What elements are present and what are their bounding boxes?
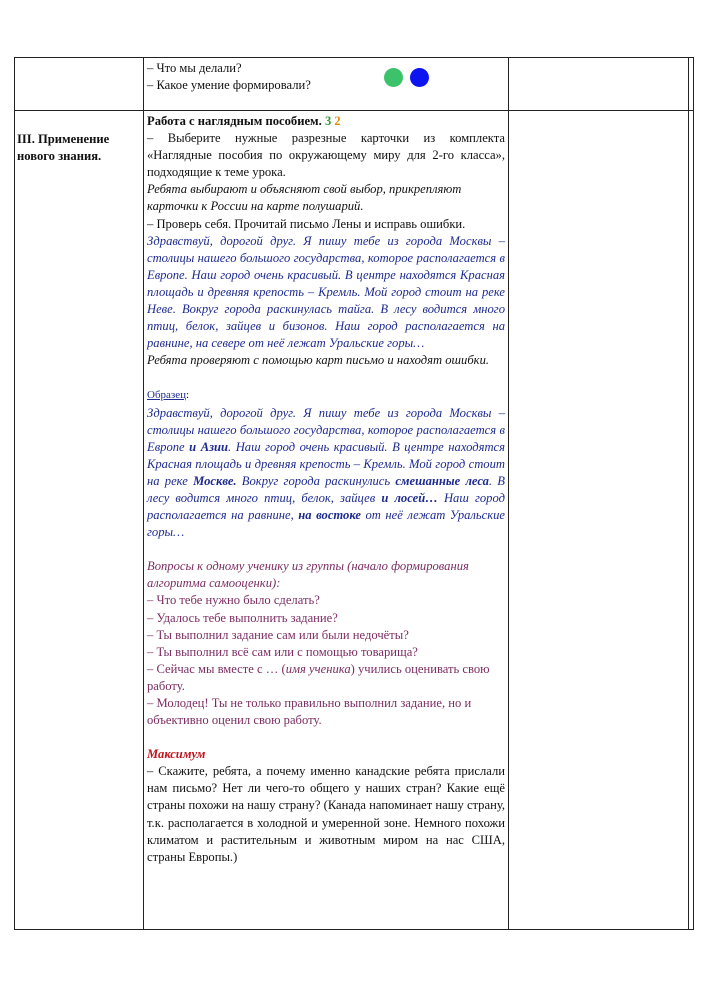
- sample-part: . В лесу водится много птиц, белок, зайцев: [147, 473, 505, 505]
- sample-colon: :: [186, 389, 190, 402]
- blue-circle-icon: [410, 68, 429, 87]
- level-number: 3: [324, 114, 332, 128]
- question-item: – Ты выполнил задание сам или были недочёты?: [147, 627, 409, 642]
- work-heading: [147, 113, 505, 130]
- notes-cell: [509, 111, 689, 930]
- content-cell: [144, 58, 509, 111]
- sample-correction: смешанные леса: [395, 473, 489, 488]
- praise-text: – Молодец! Ты не только правильно выполнил задание, но и объективно оценил свою работу.: [147, 696, 472, 728]
- extra-cell: [689, 111, 694, 930]
- extra-cell: [689, 58, 694, 111]
- table-row: [15, 111, 694, 930]
- sample-part: Здравствуй, дорогой друг. Я пишу тебе из города Москвы – столицы нашего большого государства, которое располагается в Европе: [147, 405, 505, 454]
- sample-part: Вокруг города раскинулись: [236, 473, 396, 488]
- kids-action: Ребята выбирают и объясняют свой выбор, прикрепляют карточки к России на карте полушарий.: [147, 182, 462, 214]
- maximum-title: Максимум: [147, 747, 206, 762]
- question-part: имя ученика: [285, 661, 351, 676]
- question-part: – Сейчас мы вместе с … (: [147, 661, 286, 676]
- sample-correction: и лосей…: [381, 490, 438, 505]
- sample-correction: и Азии: [189, 439, 229, 454]
- question-part: ) учились оценивать свою работу.: [147, 661, 490, 693]
- work-title: Работа с наглядным пособием.: [147, 114, 322, 128]
- sample-heading: [147, 386, 505, 404]
- question-item: – Удалось тебе выполнить задание?: [147, 610, 338, 625]
- task-text: – Выберите нужные разрезные карточки из комплекта «Наглядные пособия по окружающему миру для 2-го класса», подходящие к теме урока.: [147, 131, 505, 180]
- maximum-text: – Скажите, ребята, а почему именно канадские ребята прислали нам письмо? Нет ли чего-то общего у наших стран? Какие ещё страны похожи на нашу страну? (Канада напоминает нашу страну, т.к. располагается в холодной и умеренной зоне. Немного похожи климатом и растительным и животным миром на нас США, страны Европы.): [147, 764, 505, 864]
- green-circle-icon: [384, 68, 403, 87]
- sample-part: . Наш город очень красивый. В центре находятся Красная площадь и древняя крепость – Кремль. Мой город стоит на реке: [147, 439, 505, 488]
- task-text: – Проверь себя. Прочитай письмо Лены и исправь ошибки.: [147, 216, 466, 231]
- question-line: – Какое умение формировали?: [147, 78, 311, 93]
- sample-correction: Москве.: [193, 473, 237, 488]
- sample-text: [147, 405, 505, 542]
- stage-title: III. Применение нового знания.: [17, 132, 110, 163]
- sample-part: от неё лежат Уральские горы…: [147, 508, 506, 540]
- questions-intro: Вопросы к одному ученику из группы (начало формирования алгоритма самооценки):: [147, 559, 469, 591]
- stage-cell-empty: [15, 58, 144, 111]
- content-cell: [144, 111, 509, 930]
- sample-part: Наш город располагается на равнине,: [147, 490, 505, 523]
- sample-label: Образец: [147, 389, 187, 402]
- sample-correction: на востоке: [298, 508, 361, 523]
- question-item: – Что тебе нужно было сделать?: [147, 593, 320, 608]
- question-item: – Ты выполнил всё сам или с помощью товарища?: [147, 644, 418, 659]
- kids-action: Ребята проверяют с помощью карт письмо и находят ошибки.: [147, 353, 490, 368]
- question-line: – Что мы делали?: [147, 61, 242, 75]
- level-number: 2: [334, 114, 341, 128]
- question-item: [147, 661, 505, 695]
- letter-text: Здравствуй, дорогой друг. Я пишу тебе из города Москвы – столицы нашего большого государства, которое располагается в Европе. Наш город очень красивый. В центре находятся Красная площадь и древняя крепость – Кремль. Мой город стоит на реке Неве. Вокруг города раскинулась тайга. В лесу водится много птиц, белок, зайцев и бизонов. Наш город располагается на равнине, на севере от неё лежат Уральские горы…: [147, 233, 505, 351]
- stage-cell: [15, 111, 144, 930]
- lesson-plan-table: [14, 57, 694, 930]
- notes-cell: [509, 58, 689, 111]
- table-row: [15, 58, 694, 111]
